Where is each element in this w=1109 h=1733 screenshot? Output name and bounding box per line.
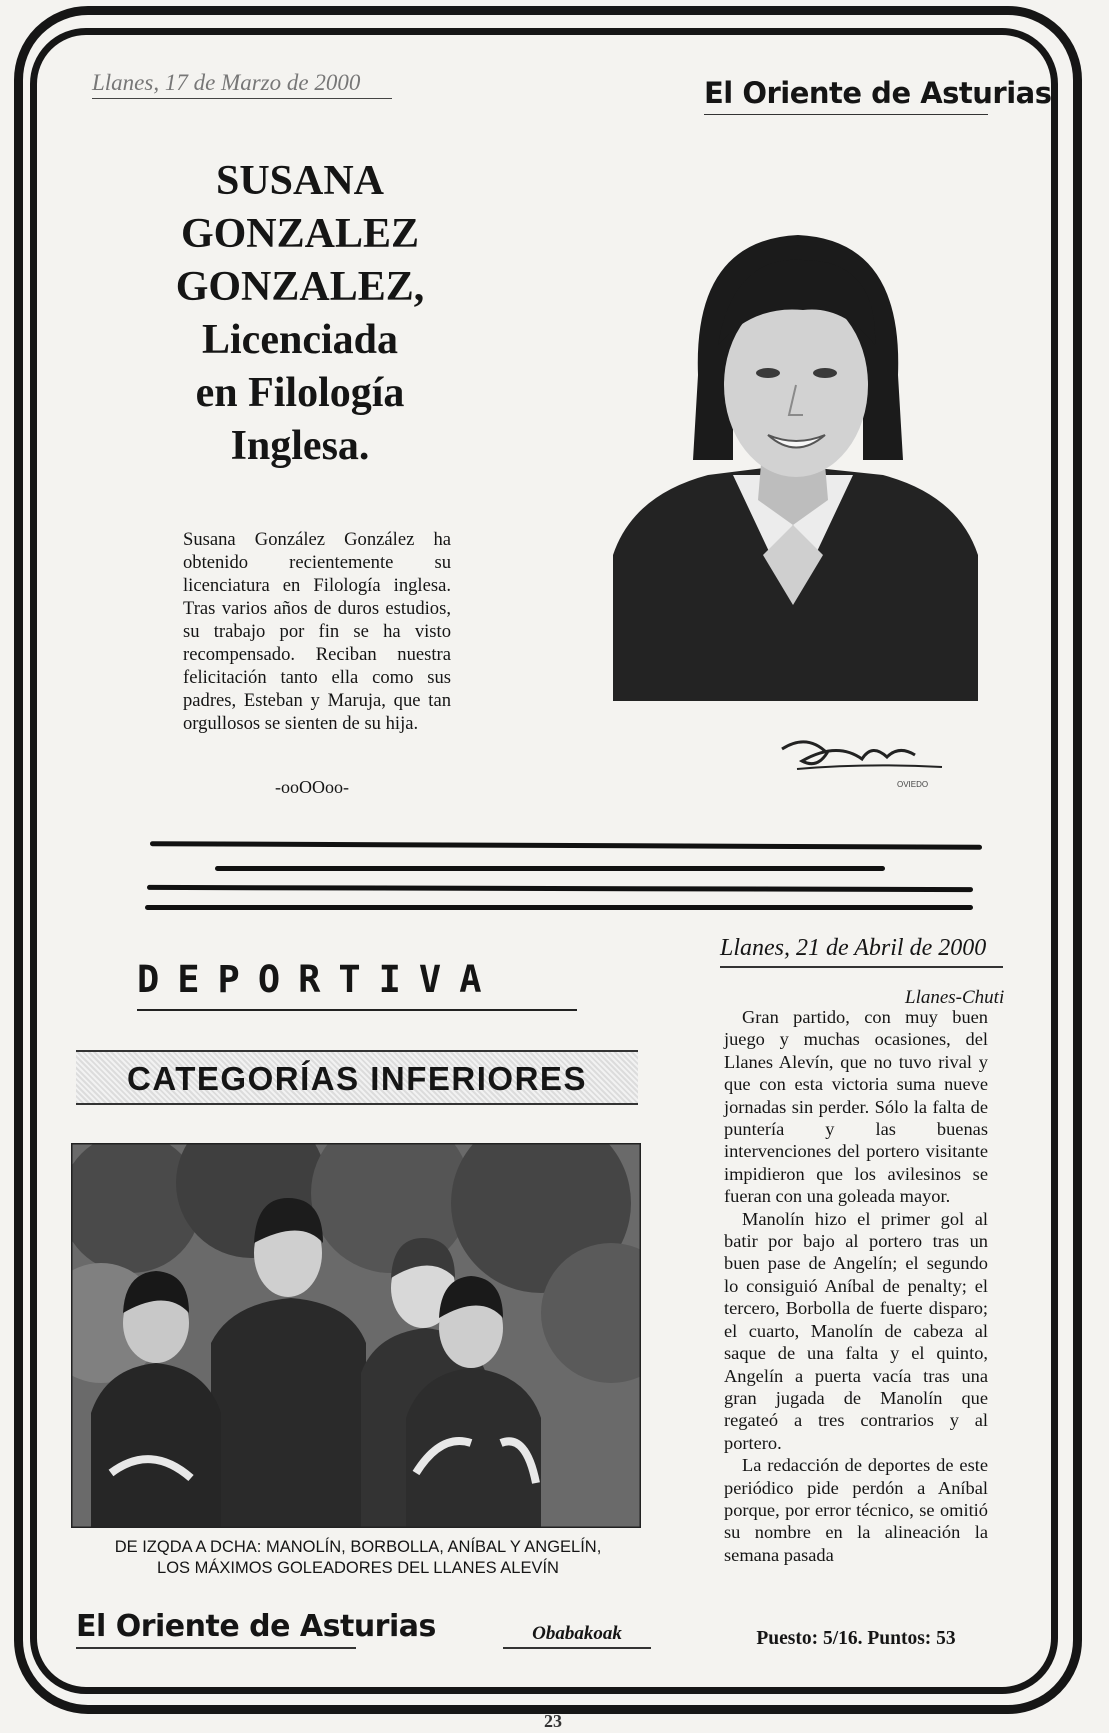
sports-article-body	[724, 1006, 988, 1566]
league-standing: Puesto: 5/16. Puntos: 53	[756, 1628, 956, 1649]
byline: Llanes-Chuti	[905, 987, 1005, 1008]
separator-ornament: -ooOOoo-	[275, 777, 349, 797]
portrait-photo	[613, 225, 978, 701]
article-paragraph: Gran partido, con muy buen juego y muchas ocasiones, del Llanes Alevín, que no tuvo rival y que con esta victoria suma nueve jornadas sin perder. Sólo la falta de puntería y las buenas intervenciones del portero visitante impidieron que los avilesinos se fueran con una goleada mayor.	[724, 1007, 988, 1207]
team-photo	[71, 1143, 641, 1528]
article-paragraph: La redacción de deportes de este periódico pide perdón a Aníbal porque, por error técnico, se omitió su nombre en la alineación la semana pasada	[724, 1455, 988, 1565]
headline: SUSANA GONZALEZ GONZALEZ, Licenciada en Filología Inglesa.	[175, 158, 425, 469]
divider-rule-2	[215, 866, 885, 871]
section-tag: Obabakoak	[503, 1623, 651, 1649]
category-banner	[76, 1050, 638, 1105]
signature-caption: OVIEDO	[897, 780, 929, 789]
photo-caption: DE IZQDA A DCHA: MANOLÍN, BORBOLLA, ANÍBAL Y ANGELÍN, LOS MÁXIMOS GOLEADORES DEL LLANES ALEVÍN	[114, 1538, 602, 1577]
top-dateline: Llanes, 17 de Marzo de 2000	[92, 70, 392, 99]
category-title: CATEGORÍAS INFERIORES	[127, 1060, 587, 1097]
divider-rule-4	[145, 905, 973, 910]
sports-dateline: Llanes, 21 de Abril de 2000	[720, 935, 1003, 968]
masthead-top: El Oriente de Asturias	[704, 76, 988, 115]
section-title: DEPORTIVA	[137, 958, 577, 1011]
top-article-body: Susana González González ha obtenido recientemente su licenciatura en Filología inglesa. Tras varios años de duros estudios, su trabajo por fin se ha visto recompensado. Reciban nuestra felicitación tanto ella como sus padres, Esteban y Maruja, que tan orgullosos se sienten de su hija.	[183, 529, 451, 734]
page-number: 23	[544, 1711, 562, 1731]
masthead-bottom: El Oriente de Asturias	[76, 1609, 356, 1649]
photographer-signature	[777, 731, 952, 791]
article-paragraph: Manolín hizo el primer gol al batir por bajo al portero tras un buen pase de Angelín; el segundo lo consiguió Aníbal de penalty; el tercero, Borbolla de fuerte disparo; el cuarto, Manolín de cabeza al saque de una falta y el quinto, Angelín a puerta vacía tras una gran jugada de Manolín que regateó a tres contrarios y al portero.	[724, 1208, 988, 1453]
